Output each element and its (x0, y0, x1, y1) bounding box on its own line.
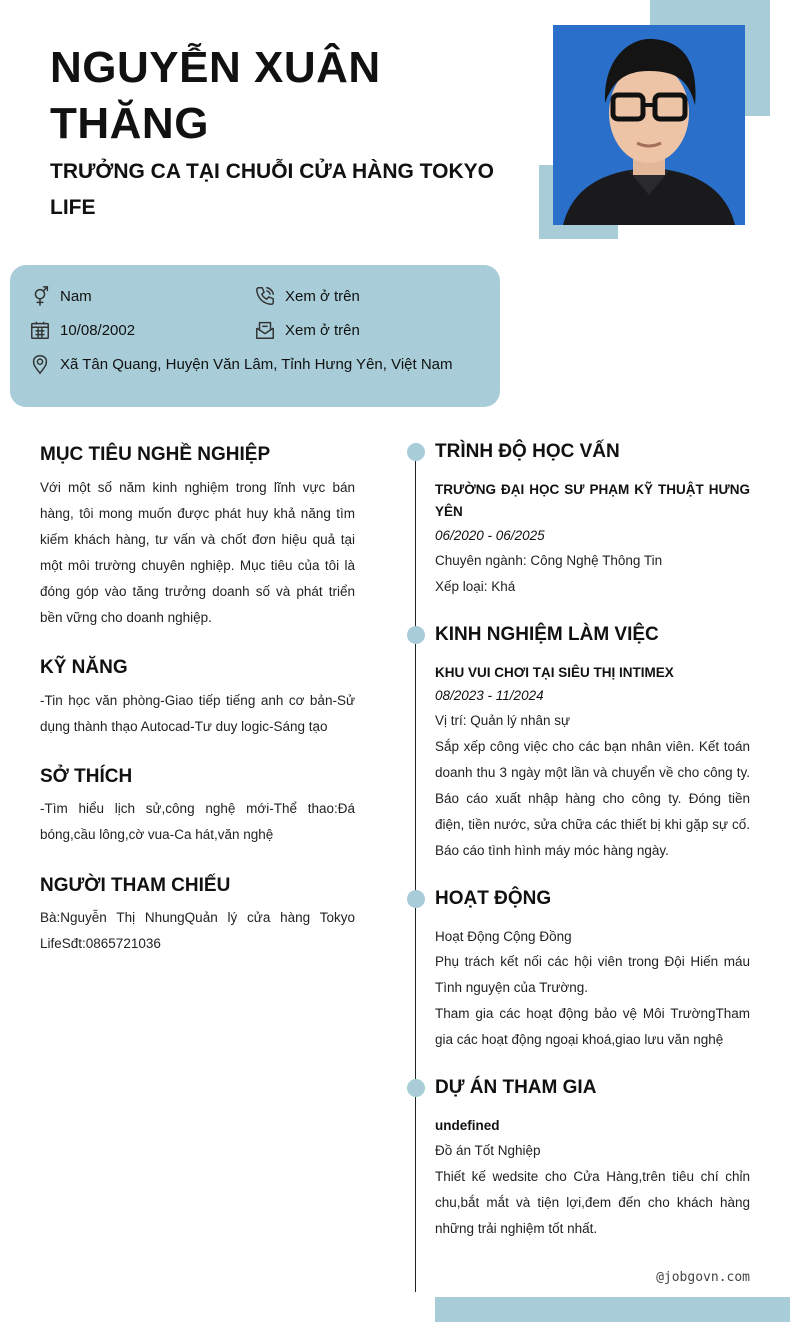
timeline-dot-experience (407, 626, 425, 644)
phone-value: Xem ở trên (285, 287, 360, 305)
education-grade: Xếp loại: Khá (435, 579, 516, 594)
activities-heading: HOẠT ĐỘNG (435, 888, 552, 909)
watermark-text: @jobgovn.com (656, 1270, 750, 1285)
email-row (254, 319, 360, 341)
activities-line-3: Tham gia các hoạt động bảo vệ Môi TrườngTham gia các hoạt động ngoại khoá,giao lưu văn nghệ (435, 1006, 750, 1047)
phone-icon (254, 285, 276, 307)
timeline-dot-activities (407, 890, 425, 908)
references-heading: NGƯỜI THAM CHIẾU (40, 875, 231, 896)
experience-description: Sắp xếp công việc cho các bạn nhân viên. Kết toán doanh thu 3 ngày một lần và chuyển về cho công ty. Báo cáo xuất nhập hàng cho công ty. Đóng tiền điện, tiền nước, sửa chữa các thiết bị khi gặp sự cố. Báo cáo tình hình máy móc hàng ngày. (435, 739, 750, 858)
candidate-name: NGUYỄN XUÂN THĂNG (50, 43, 381, 148)
email-icon (254, 319, 276, 341)
experience-position: Vị trí: Quản lý nhân sự (435, 713, 571, 728)
timeline-line (415, 450, 416, 1292)
education-major: Chuyên ngành: Công Nghệ Thông Tin (435, 553, 663, 568)
project-name: undefined (435, 1118, 500, 1133)
activities-line-2: Phụ trách kết nối các hội viên trong Đội Hiến máu Tình nguyện của Trường. (435, 954, 750, 995)
gender-icon (29, 285, 51, 307)
experience-heading: KINH NGHIỆM LÀM VIỆC (435, 624, 659, 645)
objective-heading: MỤC TIÊU NGHỀ NGHIỆP (40, 444, 271, 465)
footer-bar (435, 1297, 790, 1322)
projects-heading: DỰ ÁN THAM GIA (435, 1077, 597, 1098)
location-pin-icon (29, 353, 51, 375)
project-description: Thiết kế wedsite cho Cửa Hàng,trên tiêu chí chỉn chu,bắt mắt và tiện lợi,đem đến cho khách hàng những trải nghiệm tốt nhất. (435, 1169, 750, 1236)
phone-row (254, 285, 360, 307)
profile-photo (553, 25, 745, 225)
objective-text: Với một số năm kinh nghiệm trong lĩnh vực bán hàng, tôi mong muốn được phát huy khả năng tìm kiếm khách hàng, tư vấn và chốt đơn hiệu quả tại một môi trường chuyên nghiệp. Mục tiêu của tôi là đóng góp vào tăng trưởng doanh số và phát triển bền vững cho doanh nghiệp. (40, 480, 355, 625)
timeline-dot-projects (407, 1079, 425, 1097)
education-date: 06/2020 - 06/2025 (435, 528, 545, 543)
hobbies-heading: SỞ THÍCH (40, 766, 133, 787)
experience-company: KHU VUI CHƠI TẠI SIÊU THỊ INTIMEX (435, 665, 674, 680)
gender-value: Nam (60, 287, 92, 305)
contact-info-box (10, 265, 500, 407)
address-value: Xã Tân Quang, Huyện Văn Lâm, Tỉnh Hưng Yên, Việt Nam (60, 355, 453, 373)
hobbies-text: -Tìm hiểu lịch sử,công nghệ mới-Thể thao:Đá bóng,cầu lông,cờ vua-Ca hát,văn nghệ (40, 801, 355, 842)
education-school: TRƯỜNG ĐẠI HỌC SƯ PHẠM KỸ THUẬT HƯNG YÊN (435, 482, 750, 519)
experience-date: 08/2023 - 11/2024 (435, 688, 544, 703)
skills-text: -Tin học văn phòng-Giao tiếp tiếng anh cơ bản-Sử dụng thành thạo Autocad-Tư duy logic-Sáng tạo (40, 693, 355, 734)
job-title: TRƯỞNG CA TẠI CHUỖI CỬA HÀNG TOKYO LIFE (50, 160, 494, 219)
gender-row (29, 285, 92, 307)
skills-heading: KỸ NĂNG (40, 657, 128, 678)
activities-line-1: Hoạt Động Cộng Đồng (435, 929, 572, 944)
education-heading: TRÌNH ĐỘ HỌC VẤN (435, 441, 620, 462)
references-text: Bà:Nguyễn Thị NhungQuản lý cửa hàng Tokyo LifeSđt:0865721036 (40, 910, 355, 951)
address-row (29, 353, 453, 375)
birthday-row (29, 319, 135, 341)
timeline-dot-education (407, 443, 425, 461)
project-title: Đồ án Tốt Nghiệp (435, 1143, 541, 1158)
birthday-value: 10/08/2002 (60, 321, 136, 339)
calendar-icon (29, 319, 51, 341)
email-value: Xem ở trên (285, 321, 360, 339)
